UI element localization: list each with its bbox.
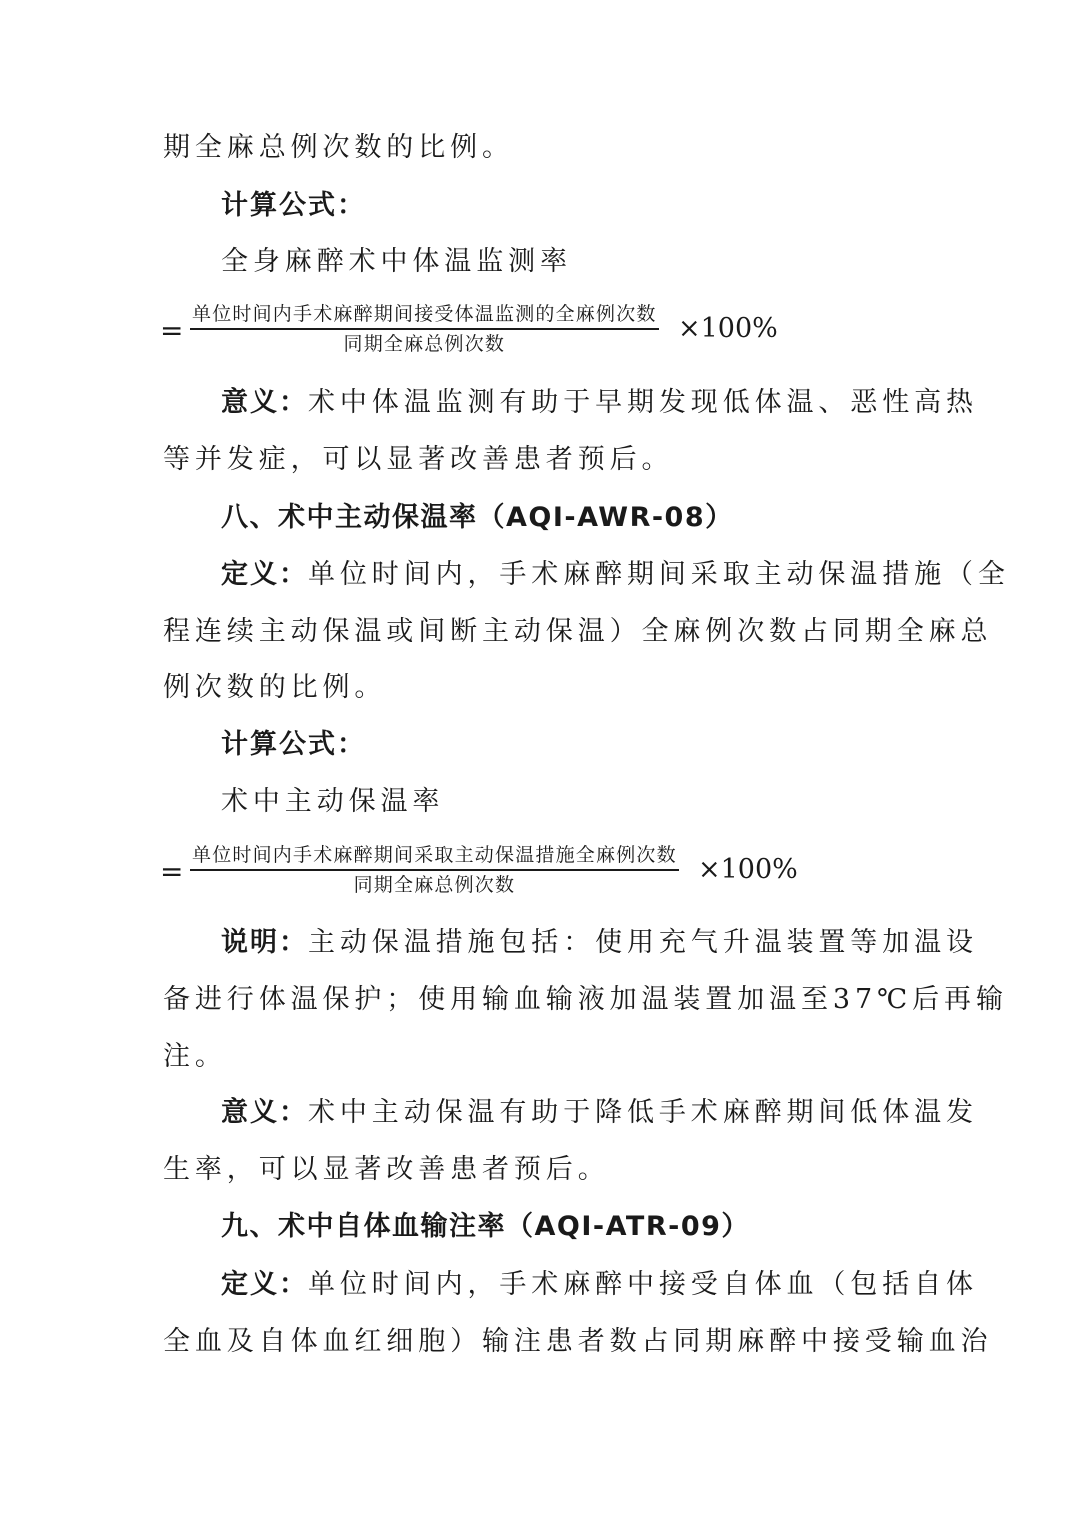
numerator: 单位时间内手术麻醉期间接受体温监测的全麻例次数 [192,303,657,325]
fraction-bar [190,328,659,330]
meaning-text: 术中体温监测有助于早期发现低体温、恶性高热 [308,387,978,418]
fraction [190,843,679,897]
meaning-text: 术中主动保温有助于降低手术麻醉期间低体温发 [308,1097,978,1128]
definition-text: 单位时间内，手术麻醉期间采取主动保温措施（全 [308,559,1010,590]
paragraph-line: 注。 [163,1041,227,1072]
numerator: 单位时间内手术麻醉期间采取主动保温措施全麻例次数 [192,844,677,866]
meaning-line [221,383,978,423]
note-text: 主动保温措施包括：使用充气升温装置等加温设 [308,927,978,958]
multiplier: ×100% [698,854,798,885]
definition-text: 单位时间内，手术麻醉中接受自体血（包括自体 [308,1269,978,1300]
rate-name: 术中主动保温率 [221,786,445,817]
paragraph-line: 期全麻总例次数的比例。 [163,132,514,163]
calc-formula-label [221,186,920,226]
label-bold: 计算公式： [221,190,366,221]
paragraph-line: 程连续主动保温或间断主动保温）全麻例次数占同期全麻总 [163,616,993,647]
paragraph-line: 备进行体温保护；使用输血输液加温装置加温至37℃后再输 [163,984,1008,1015]
meaning-line [221,1093,978,1133]
label-bold: 说明： [221,927,308,958]
label-bold: 意义： [221,1097,308,1128]
paragraph-line: 等并发症，可以显著改善患者预后。 [163,444,674,475]
rate-name: 全身麻醉术中体温监测率 [221,246,572,277]
calc-formula-label [221,725,920,765]
fraction-bar [190,869,679,871]
multiplier: ×100% [678,313,778,344]
fraction [190,302,659,356]
note-line [221,923,978,963]
label-bold: 意义： [221,387,308,418]
label-bold: 定义： [221,1269,308,1300]
paragraph-line: 生率，可以显著改善患者预后。 [163,1154,610,1185]
heading-text: 八、术中主动保温率（AQI-AWR-08） [221,502,734,533]
paragraph-line: 全血及自体血红细胞）输注患者数占同期麻醉中接受输血治 [163,1326,993,1357]
definition-line [221,555,1010,595]
paragraph-line: 例次数的比例。 [163,672,387,703]
denominator: 同期全麻总例次数 [343,333,506,355]
section-heading-8 [221,498,920,538]
label-bold: 计算公式： [221,729,366,760]
equals-sign: = [160,314,184,347]
definition-line [221,1265,978,1305]
heading-text: 九、术中自体血输注率（AQI-ATR-09） [221,1211,750,1242]
denominator: 同期全麻总例次数 [353,874,516,896]
section-heading-9 [221,1207,920,1247]
equals-sign: = [160,855,184,888]
label-bold: 定义： [221,559,308,590]
